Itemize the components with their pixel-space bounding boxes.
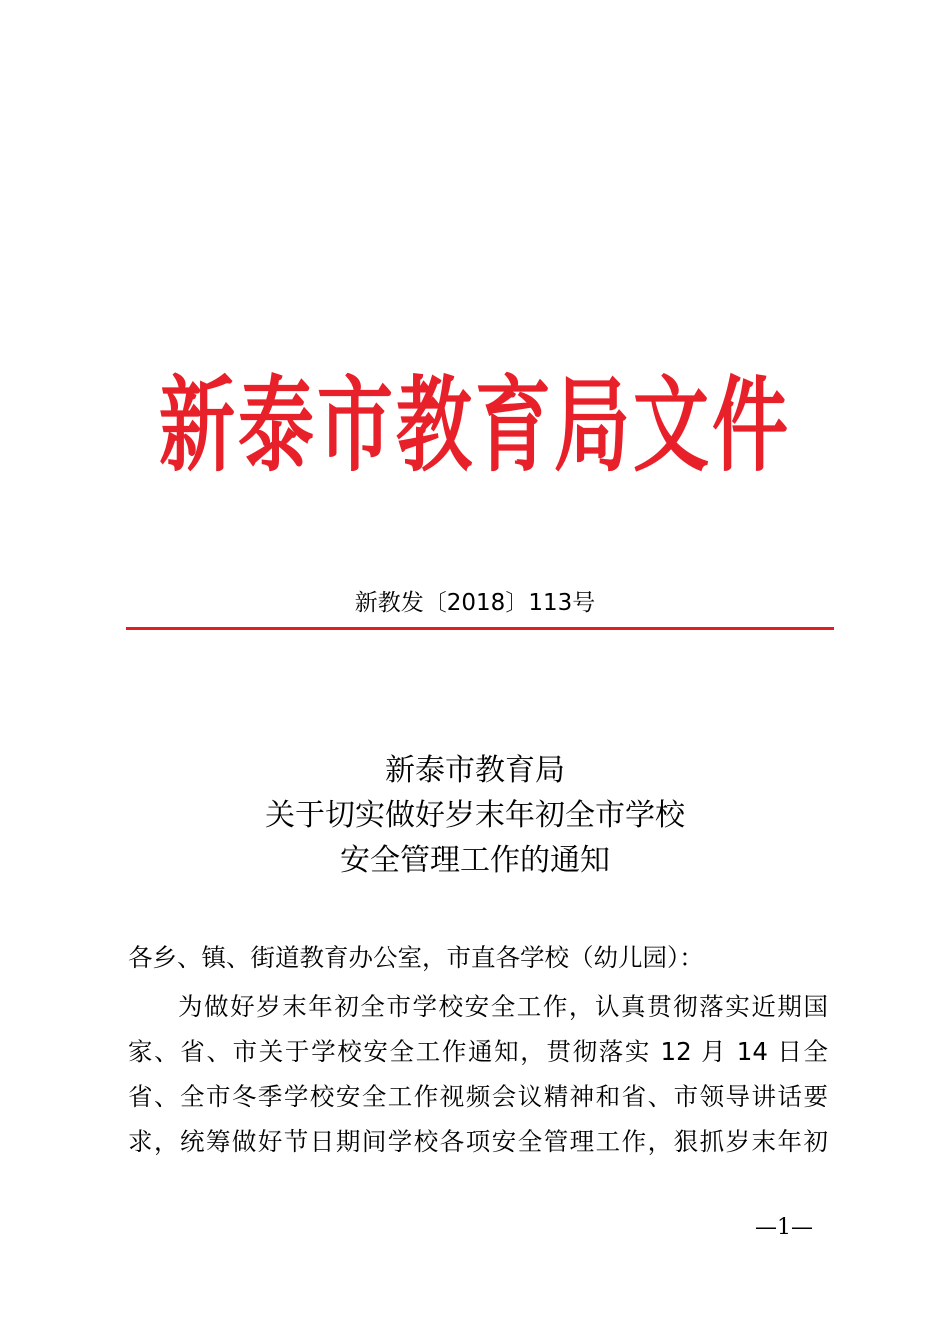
body-line: 求，统筹做好节日期间学校各项安全管理工作，狠抓岁末年初 bbox=[128, 1127, 828, 1156]
body-paragraph bbox=[128, 984, 828, 1164]
title-line-subject: 关于切实做好岁末年初全市学校 bbox=[265, 798, 685, 833]
document-number: 新教发〔2018〕113号 bbox=[354, 590, 596, 616]
masthead-title: 新泰市教育局文件 bbox=[159, 365, 791, 486]
salutation: 各乡、镇、街道教育办公室，市直各学校（幼儿园）： bbox=[128, 943, 704, 972]
notice-title bbox=[0, 748, 950, 883]
title-line-subject-cont: 安全管理工作的通知 bbox=[340, 843, 610, 878]
body-line: 为做好岁末年初全市学校安全工作，认真贯彻落实近期国 bbox=[178, 992, 828, 1021]
page-number: —1— bbox=[755, 1215, 813, 1240]
body-line: 省、全市冬季学校安全工作视频会议精神和省、市领导讲话要 bbox=[128, 1082, 828, 1111]
body-line: 家、省、市关于学校安全工作通知，贯彻落实 12 月 14 日全 bbox=[128, 1037, 828, 1066]
red-divider-line bbox=[126, 627, 834, 630]
title-line-issuer: 新泰市教育局 bbox=[385, 753, 565, 788]
